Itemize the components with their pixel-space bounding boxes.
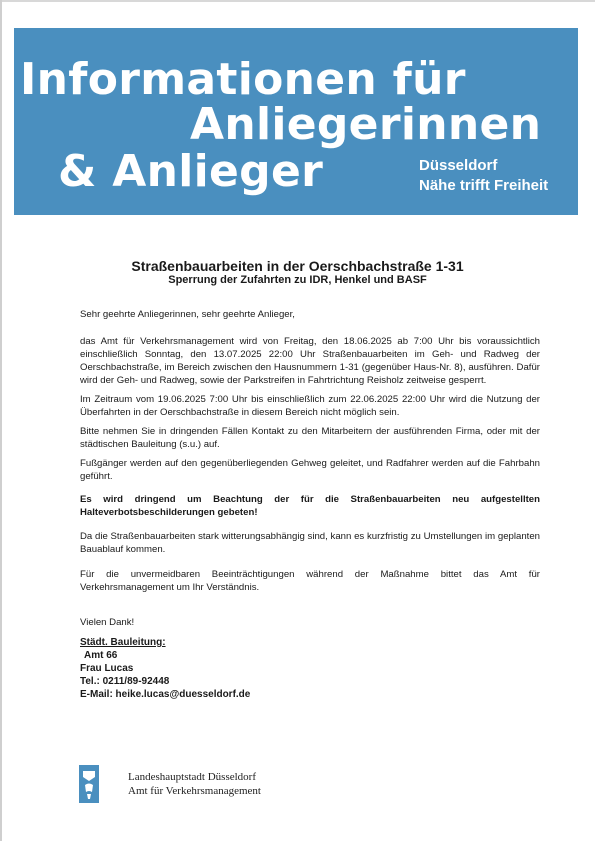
greeting: Sehr geehrte Anliegerinnen, sehr geehrte Anlieger, — [80, 309, 295, 320]
paragraph-weather: Da die Straßenbauarbeiten stark witterungsabhängig sind, kann es kurzfristig zu Umstellungen im geplanten Bauablauf kommen. — [80, 531, 540, 555]
contact-email: E-Mail: heike.lucas@duesseldorf.de — [80, 689, 251, 700]
duesseldorf-coat-of-arms-icon — [79, 765, 99, 803]
page-edge-left — [0, 0, 2, 841]
paragraph-contact-request: Bitte nehmen Sie in dringenden Fällen Kontakt zu den Mitarbeitern der ausführenden Firma, oder mit der städtischen Bauleitung (s.u.) auf. — [80, 426, 540, 450]
contact-block — [80, 636, 250, 701]
document-title: Straßenbauarbeiten in der Oerschbachstraße 1-31 — [131, 258, 464, 274]
footer-line-2: Amt für Verkehrsmanagement — [128, 785, 261, 797]
footer-sender — [128, 770, 261, 798]
paragraph-schedule: das Amt für Verkehrsmanagement wird von Freitag, den 18.06.2025 ab 7:00 Uhr bis voraussichtlich einschließlich Sonntag, den 13.07.2025 22:00 Uhr Straßenbauarbeiten im Geh- und Radweg der Oerschbachstraße, im Bereich zwischen den Hausnummern 1-31 (gegenüber Haus-Nr. 8), ausführen. Dafür wird der Geh- und Radweg, sowie der Parkstreifen in Fahrtrichtung Reisholz zeitweise gesperrt. — [80, 336, 540, 386]
banner-city: Düsseldorf — [419, 157, 498, 174]
paragraph-driveway-closure: Im Zeitraum vom 19.06.2025 7:00 Uhr bis einschließlich zum 22.06.2025 22:00 Uhr wird die Nutzung der Überfahrten in der Oerschbachstraße in diesem Bereich nicht möglich sein. — [80, 394, 540, 418]
contact-heading: Städt. Bauleitung: — [80, 637, 166, 648]
contact-office: Amt 66 — [84, 650, 118, 661]
paragraph-apology: Für die unvermeidbaren Beeinträchtigungen während der Maßnahme bittet das Amt für Verkehrsmanagement um Ihr Verständnis. — [80, 569, 540, 593]
banner-title-line-2: Anliegerinnen — [190, 99, 542, 150]
page-edge-top — [0, 0, 595, 2]
paragraph-parking-notice: Es wird dringend um Beachtung der für die Straßenbauarbeiten neu aufgestellten Halteverbotsbeschilderungen gebeten! — [80, 494, 540, 518]
closing-thanks: Vielen Dank! — [80, 617, 135, 628]
banner-slogan: Nähe trifft Freiheit — [419, 177, 549, 194]
paragraph-detour: Fußgänger werden auf den gegenüberliegenden Gehweg geleitet, und Radfahrer werden auf die Fahrbahn geführt. — [80, 458, 540, 482]
contact-phone: Tel.: 0211/89-92448 — [80, 676, 170, 687]
banner-title-line-3: & Anlieger — [58, 146, 324, 197]
banner-title-line-1: Informationen für — [20, 54, 466, 105]
footer-line-1: Landeshauptstadt Düsseldorf — [128, 771, 256, 783]
document-subtitle: Sperrung der Zufahrten zu IDR, Henkel und BASF — [168, 274, 427, 286]
header-banner — [14, 28, 578, 215]
contact-name: Frau Lucas — [80, 663, 134, 674]
